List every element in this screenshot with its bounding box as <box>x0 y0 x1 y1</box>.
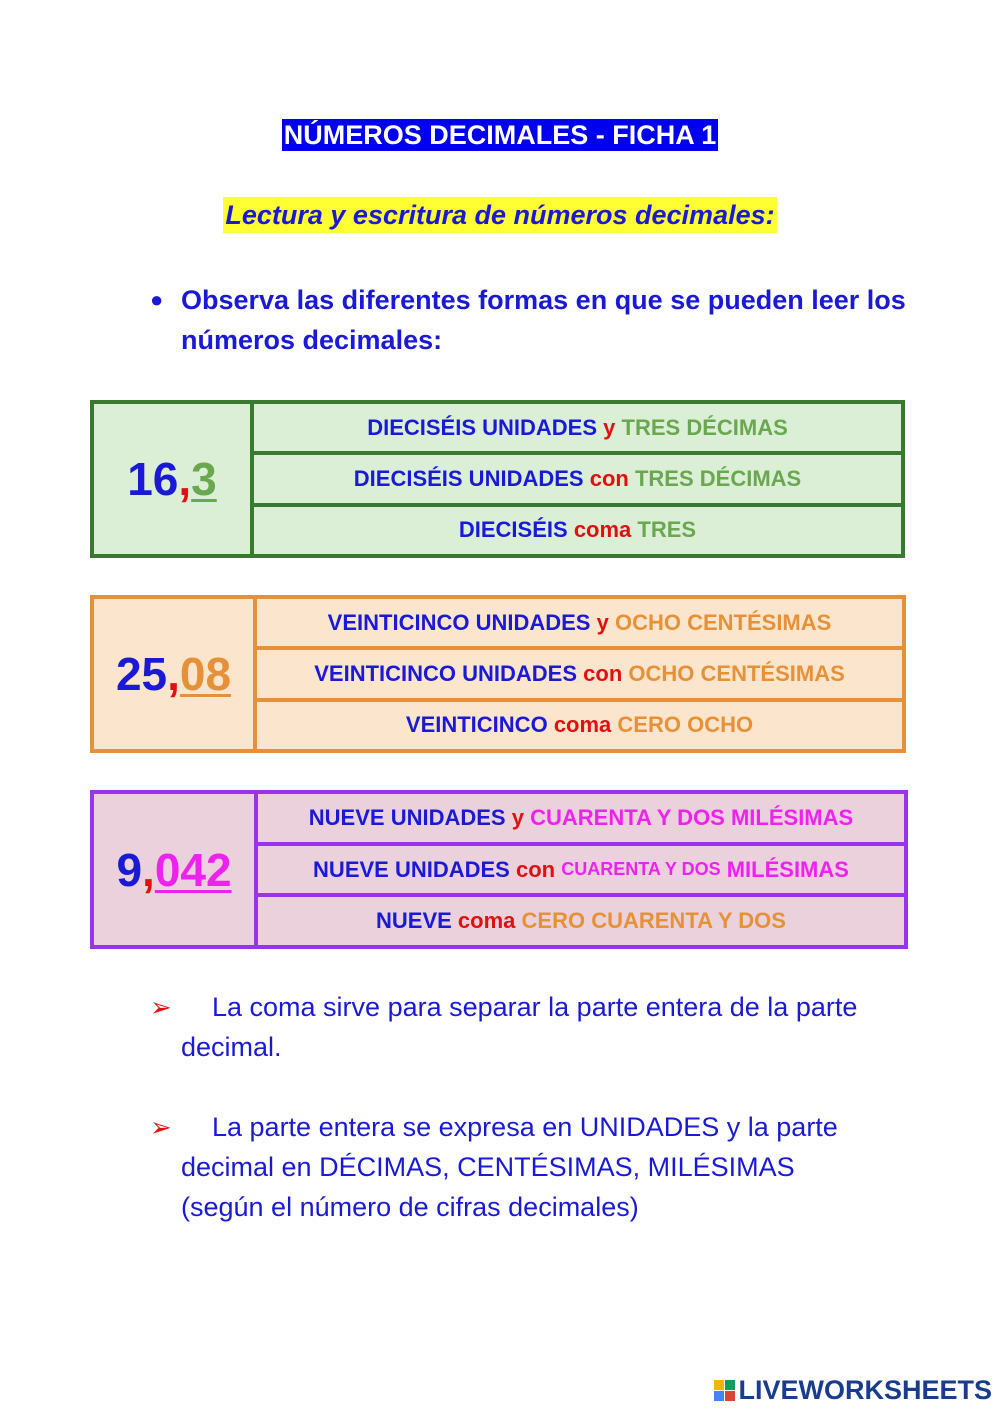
note-text <box>150 1107 870 1227</box>
reading-row <box>257 599 902 646</box>
decimal-number <box>94 599 257 749</box>
reading-integer: NUEVE UNIDADES <box>308 804 506 830</box>
note-text-content: La coma sirve para separar la parte entera de la parte decimal. <box>181 992 858 1062</box>
reading-decimal: TRES DÉCIMAS <box>634 465 802 491</box>
decimal-number <box>94 794 258 945</box>
reading-integer: DIECISÉIS UNIDADES <box>367 414 598 440</box>
reading-connector: con <box>583 660 623 686</box>
reading-decimal: OCHO CENTÉSIMAS <box>628 660 845 686</box>
logo-icon <box>714 1380 735 1401</box>
reading-integer: DIECISÉIS UNIDADES <box>353 465 584 491</box>
reading-decimal: OCHO CENTÉSIMAS <box>614 609 832 635</box>
reading-row <box>257 698 902 749</box>
reading-connector: coma <box>457 908 516 934</box>
decimal-comma: , <box>142 843 155 896</box>
reading-integer: VEINTICINCO UNIDADES <box>314 660 578 686</box>
reading-decimal: CUARENTA Y DOS MILÉSIMAS <box>530 804 854 830</box>
note-text-content: La parte entera se expresa en UNIDADES y la parte decimal en DÉCIMAS, CENTÉSIMAS, MILÉSIMAS (según el número de cifras decimales) <box>181 1112 838 1222</box>
reading-row <box>258 842 904 894</box>
note-comma <box>150 987 870 1067</box>
arrow-icon: ➢ <box>150 1112 172 1142</box>
reading-rows <box>257 599 902 749</box>
worksheet-title-text: NÚMEROS DECIMALES - FICHA 1 <box>283 120 717 150</box>
note-parts <box>150 1107 870 1227</box>
reading-integer: VEINTICINCO UNIDADES <box>327 609 591 635</box>
reading-row <box>258 794 904 842</box>
reading-rows <box>258 794 904 945</box>
intro-instruction <box>150 280 910 360</box>
reading-integer: NUEVE UNIDADES <box>313 856 510 882</box>
reading-integer: VEINTICINCO <box>405 712 548 738</box>
reading-connector: y <box>596 609 609 635</box>
decimal-box-9-042 <box>90 790 908 949</box>
reading-row <box>254 451 901 502</box>
reading-connector: con <box>515 856 556 882</box>
worksheet-subtitle-text: Lectura y escritura de números decimales: <box>223 197 776 233</box>
decimal-part: 08 <box>179 648 232 700</box>
logo-text: LIVEWORKSHEETS <box>738 1375 992 1405</box>
decimal-box-16-3 <box>90 400 905 558</box>
reading-connector: coma <box>573 517 632 543</box>
reading-decimal: TRES <box>637 517 697 543</box>
note-text <box>150 987 870 1067</box>
decimal-part: 3 <box>191 453 217 505</box>
intro-text: Observa las diferentes formas en que se pueden leer los números decimales: <box>181 285 906 355</box>
decimal-box-25-08 <box>90 595 906 753</box>
reading-integer: NUEVE <box>376 908 452 934</box>
reading-decimal: CERO OCHO <box>617 712 754 738</box>
worksheet-title <box>0 120 1000 151</box>
reading-row <box>258 893 904 945</box>
worksheet-subtitle <box>0 200 1000 231</box>
decimal-comma: , <box>178 453 192 505</box>
bullet-icon: ● <box>150 287 164 312</box>
decimal-comma: , <box>167 648 180 700</box>
decimal-number <box>94 404 254 554</box>
reading-decimal: TRES DÉCIMAS <box>621 414 788 440</box>
integer-part: 9 <box>116 843 143 896</box>
reading-integer: DIECISÉIS <box>458 517 568 543</box>
reading-connector: y <box>511 804 524 830</box>
reading-decimal: CERO CUARENTA Y DOS <box>521 908 786 934</box>
reading-decimal: MILÉSIMAS <box>726 856 849 882</box>
liveworksheets-logo <box>714 1375 992 1406</box>
arrow-icon: ➢ <box>150 992 172 1022</box>
integer-part: 16 <box>127 453 179 505</box>
reading-connector: coma <box>553 712 612 738</box>
integer-part: 25 <box>115 648 168 700</box>
reading-rows <box>254 404 901 554</box>
decimal-part: 042 <box>154 843 232 896</box>
reading-row <box>254 503 901 554</box>
reading-connector: con <box>589 465 629 491</box>
reading-row <box>257 646 902 697</box>
reading-connector: y <box>603 414 616 440</box>
reading-row <box>254 404 901 451</box>
reading-decimal-small: CUARENTA Y DOS <box>561 859 721 879</box>
